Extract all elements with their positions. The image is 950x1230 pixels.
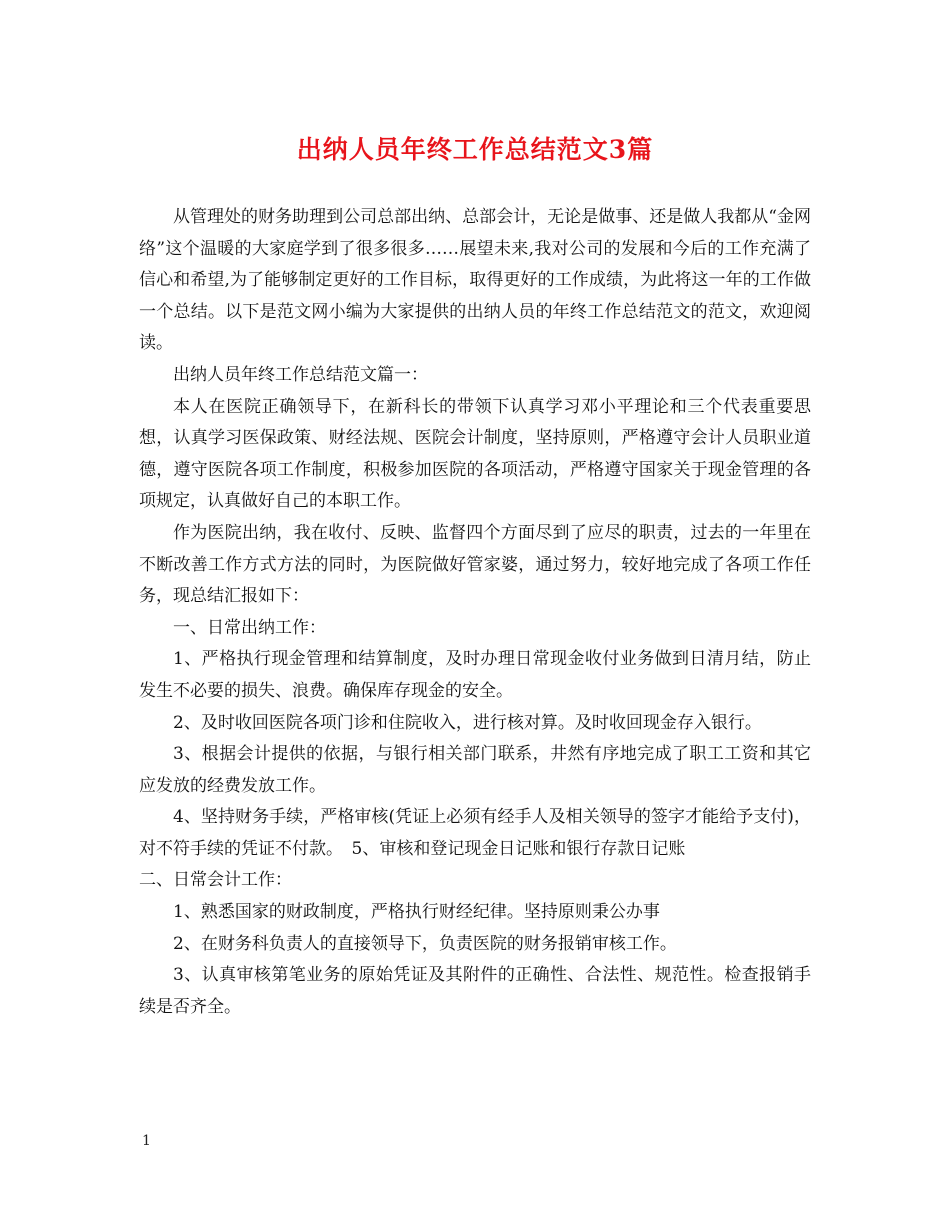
paragraph: 本人在医院正确领导下，在新科长的带领下认真学习邓小平理论和三个代表重要思想，认真学习医保政策、财经法规、医院会计制度，坚持原则，严格遵守会计人员职业道德，遵守医院各项工作制度，积极参加医院的各项活动，严格遵守国家关于现金管理的各项规定，认真做好自己的本职工作。 (139, 396, 811, 512)
paragraph-list-item: 3、认真审核第笔业务的原始凭证及其附件的正确性、合法性、规范性。检查报销手续是否齐全。 (139, 965, 811, 1017)
document-body (139, 202, 811, 1023)
paragraph-list-item: 3、根据会计提供的依据，与银行相关部门联系，井然有序地完成了职工工资和其它应发放的经费发放工作。 (139, 744, 811, 796)
paragraph-list-item: 4、坚持财务手续，严格审核(凭证上必须有经手人及相关领导的签字才能给予支付)，对不符手续的凭证不付款。 5、审核和登记现金日记账和银行存款日记账 (139, 807, 811, 859)
document-title: 出纳人员年终工作总结范文3篇 (296, 135, 654, 164)
paragraph-intro: 从管理处的财务助理到公司总部出纳、总部会计，无论是做事、还是做人我都从“金网络”这个温暖的大家庭学到了很多很多……展望未来,我对公司的发展和今后的工作充满了信心和希望,为了能够制定更好的工作目标，取得更好的工作成绩，为此将这一年的工作做一个总结。以下是范文网小编为大家提供的出纳人员的年终工作总结范文的范文，欢迎阅读。 (139, 207, 811, 354)
paragraph-list-item: 2、及时收回医院各项门诊和住院收入，进行核对算。及时收回现金存入银行。 (173, 712, 762, 733)
paragraph-list-item: 1、熟悉国家的财政制度，严格执行财经纪律。坚持原则秉公办事 (173, 902, 660, 923)
paragraph-heading-daily-cashier: 一、日常出纳工作： (173, 617, 326, 638)
page-number: 1 (142, 1133, 151, 1149)
paragraph-section-heading: 出纳人员年终工作总结范文篇一： (173, 364, 428, 385)
paragraph-list-item: 1、严格执行现金管理和结算制度，及时办理日常现金收付业务做到日清月结，防止发生不必要的损失、浪费。确保库存现金的安全。 (139, 649, 811, 701)
paragraph-list-item: 2、在财务科负责人的直接领导下，负责医院的财务报销审核工作。 (173, 933, 677, 954)
paragraph-heading-daily-accounting: 二、日常会计工作： (139, 870, 292, 891)
paragraph: 作为医院出纳，我在收付、反映、监督四个方面尽到了应尽的职责，过去的一年里在不断改善工作方式方法的同时，为医院做好管家婆，通过努力，较好地完成了各项工作任务，现总结汇报如下： (139, 522, 811, 607)
